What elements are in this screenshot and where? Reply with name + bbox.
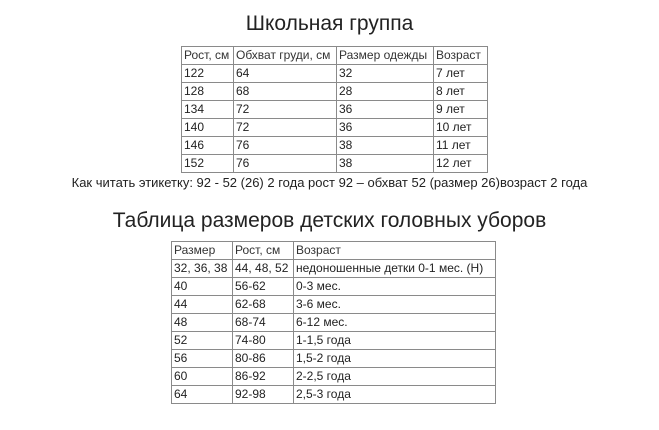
table-cell: 72 bbox=[234, 119, 337, 137]
table-cell: 44, 48, 52 bbox=[233, 260, 294, 278]
table-row bbox=[182, 65, 488, 83]
table-cell: 60 bbox=[172, 368, 233, 386]
table-cell: 11 лет bbox=[434, 137, 488, 155]
table-cell: 12 лет bbox=[434, 155, 488, 173]
table-cell: 76 bbox=[234, 155, 337, 173]
table-cell: 1,5-2 года bbox=[294, 350, 496, 368]
table-row bbox=[182, 101, 488, 119]
table-cell: 10 лет bbox=[434, 119, 488, 137]
table-cell: 36 bbox=[337, 101, 434, 119]
table-row bbox=[182, 119, 488, 137]
table-cell: 56 bbox=[172, 350, 233, 368]
table-cell: 2,5-3 года bbox=[294, 386, 496, 404]
table-cell: 74-80 bbox=[233, 332, 294, 350]
table-row bbox=[172, 332, 496, 350]
table-cell: 128 bbox=[182, 83, 234, 101]
table-row bbox=[172, 368, 496, 386]
table-cell: 48 bbox=[172, 314, 233, 332]
table-cell: 140 bbox=[182, 119, 234, 137]
header-cell-height: Рост, см bbox=[233, 242, 294, 260]
table-cell: 3-6 мес. bbox=[294, 296, 496, 314]
table-cell: 76 bbox=[234, 137, 337, 155]
table-cell: 52 bbox=[172, 332, 233, 350]
table-cell: 122 bbox=[182, 65, 234, 83]
table-row bbox=[172, 260, 496, 278]
table-row bbox=[172, 350, 496, 368]
table-cell: 38 bbox=[337, 155, 434, 173]
table-cell: 80-86 bbox=[233, 350, 294, 368]
header-cell-chest: Обхват груди, см bbox=[234, 47, 337, 65]
table-cell: 36 bbox=[337, 119, 434, 137]
table-cell: 68 bbox=[234, 83, 337, 101]
school-size-table bbox=[181, 46, 488, 173]
table-cell: 134 bbox=[182, 101, 234, 119]
table-row bbox=[172, 296, 496, 314]
table-row bbox=[182, 155, 488, 173]
hat-size-table bbox=[171, 241, 496, 404]
table-cell: 86-92 bbox=[233, 368, 294, 386]
table-row bbox=[182, 83, 488, 101]
table-cell: 64 bbox=[234, 65, 337, 83]
table-cell: 56-62 bbox=[233, 278, 294, 296]
table-cell: 1-1,5 года bbox=[294, 332, 496, 350]
table-cell: 32 bbox=[337, 65, 434, 83]
header-cell-age: Возраст bbox=[434, 47, 488, 65]
table-cell: 40 bbox=[172, 278, 233, 296]
table-cell: 72 bbox=[234, 101, 337, 119]
table-cell: 6-12 мес. bbox=[294, 314, 496, 332]
table-cell: 28 bbox=[337, 83, 434, 101]
table-row bbox=[172, 278, 496, 296]
table-cell: 44 bbox=[172, 296, 233, 314]
table-cell: 8 лет bbox=[434, 83, 488, 101]
table-cell: 38 bbox=[337, 137, 434, 155]
header-cell-clothing-size: Размер одежды bbox=[337, 47, 434, 65]
school-group-title: Школьная группа bbox=[245, 12, 414, 35]
table-header-row bbox=[172, 242, 496, 260]
table-cell: 9 лет bbox=[434, 101, 488, 119]
table-cell: 92-98 bbox=[233, 386, 294, 404]
table-cell: 62-68 bbox=[233, 296, 294, 314]
table-row bbox=[172, 386, 496, 404]
hat-size-table-title: Таблица размеров детских головных уборов bbox=[112, 209, 547, 232]
table-cell: 146 bbox=[182, 137, 234, 155]
table-cell: недоношенные детки 0-1 мес. (Н) bbox=[294, 260, 496, 278]
table-cell: 64 bbox=[172, 386, 233, 404]
table-cell: 32, 36, 38 bbox=[172, 260, 233, 278]
table-header-row bbox=[182, 47, 488, 65]
table-row bbox=[182, 137, 488, 155]
label-reading-note: Как читать этикетку: 92 - 52 (26) 2 года рост 92 – обхват 52 (размер 26)возраст 2 года bbox=[71, 175, 588, 190]
header-cell-age: Возраст bbox=[294, 242, 496, 260]
table-cell: 152 bbox=[182, 155, 234, 173]
header-cell-height: Рост, см bbox=[182, 47, 234, 65]
table-cell: 68-74 bbox=[233, 314, 294, 332]
table-row bbox=[172, 314, 496, 332]
table-cell: 0-3 мес. bbox=[294, 278, 496, 296]
table-cell: 7 лет bbox=[434, 65, 488, 83]
header-cell-size: Размер bbox=[172, 242, 233, 260]
table-cell: 2-2,5 года bbox=[294, 368, 496, 386]
